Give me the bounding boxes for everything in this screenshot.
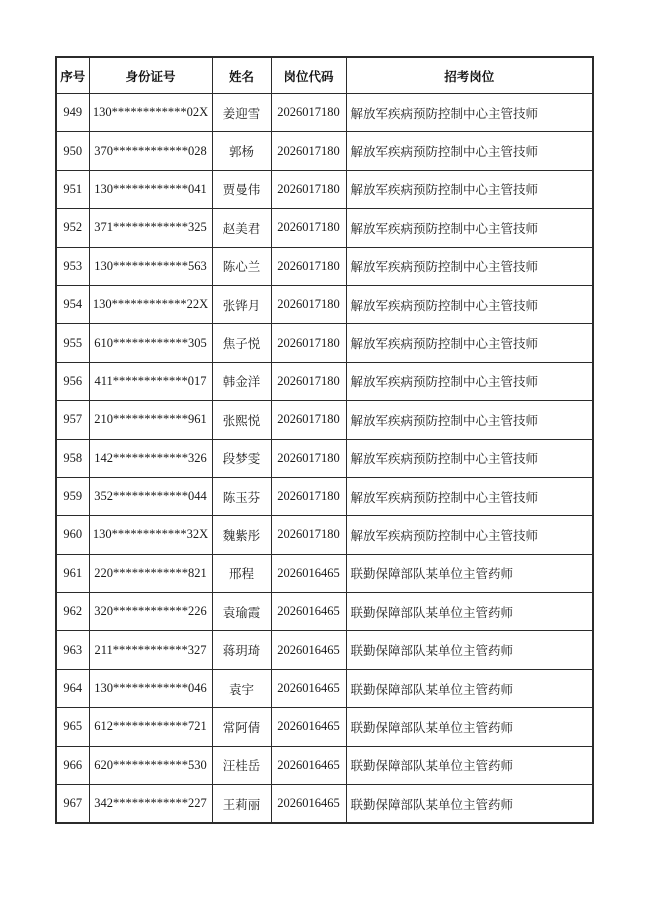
cell-name: 郭杨 xyxy=(212,132,271,170)
column-header-name: 姓名 xyxy=(212,57,271,94)
cell-serial: 966 xyxy=(56,746,89,784)
cell-name: 陈心兰 xyxy=(212,247,271,285)
cell-job-code: 2026017180 xyxy=(271,170,346,208)
table-row xyxy=(56,401,593,439)
cell-serial: 949 xyxy=(56,94,89,132)
cell-serial: 962 xyxy=(56,593,89,631)
cell-name: 姜迎雪 xyxy=(212,94,271,132)
cell-id-number: 211************327 xyxy=(89,631,212,669)
cell-job-title: 解放军疾病预防控制中心主管技师 xyxy=(346,324,593,362)
cell-job-title: 解放军疾病预防控制中心主管技师 xyxy=(346,516,593,554)
cell-job-title: 解放军疾病预防控制中心主管技师 xyxy=(346,94,593,132)
cell-name: 张铧月 xyxy=(212,285,271,323)
column-header-job-title: 招考岗位 xyxy=(346,57,593,94)
cell-serial: 963 xyxy=(56,631,89,669)
cell-serial: 954 xyxy=(56,285,89,323)
cell-name: 邢程 xyxy=(212,554,271,592)
table-row xyxy=(56,439,593,477)
column-header-job-code: 岗位代码 xyxy=(271,57,346,94)
cell-name: 韩金洋 xyxy=(212,362,271,400)
cell-id-number: 342************227 xyxy=(89,785,212,824)
cell-id-number: 610************305 xyxy=(89,324,212,362)
cell-name: 赵美君 xyxy=(212,209,271,247)
cell-serial: 967 xyxy=(56,785,89,824)
cell-name: 段梦雯 xyxy=(212,439,271,477)
table-row xyxy=(56,285,593,323)
table-row xyxy=(56,132,593,170)
cell-job-title: 解放军疾病预防控制中心主管技师 xyxy=(346,132,593,170)
cell-job-title: 解放军疾病预防控制中心主管技师 xyxy=(346,362,593,400)
cell-name: 汪桂岳 xyxy=(212,746,271,784)
cell-job-code: 2026017180 xyxy=(271,362,346,400)
table-row xyxy=(56,669,593,707)
cell-job-title: 联勤保障部队某单位主管药师 xyxy=(346,554,593,592)
cell-serial: 957 xyxy=(56,401,89,439)
cell-id-number: 130************32X xyxy=(89,516,212,554)
cell-serial: 959 xyxy=(56,477,89,515)
cell-job-title: 解放军疾病预防控制中心主管技师 xyxy=(346,285,593,323)
cell-id-number: 370************028 xyxy=(89,132,212,170)
cell-id-number: 612************721 xyxy=(89,708,212,746)
cell-serial: 965 xyxy=(56,708,89,746)
cell-id-number: 130************046 xyxy=(89,669,212,707)
cell-id-number: 220************821 xyxy=(89,554,212,592)
cell-job-code: 2026016465 xyxy=(271,708,346,746)
table-row xyxy=(56,94,593,132)
cell-serial: 953 xyxy=(56,247,89,285)
cell-job-title: 联勤保障部队某单位主管药师 xyxy=(346,593,593,631)
cell-job-code: 2026017180 xyxy=(271,477,346,515)
cell-name: 袁瑜霞 xyxy=(212,593,271,631)
cell-job-code: 2026016465 xyxy=(271,669,346,707)
cell-name: 贾曼伟 xyxy=(212,170,271,208)
cell-name: 蒋玥琦 xyxy=(212,631,271,669)
table-row xyxy=(56,477,593,515)
cell-id-number: 130************563 xyxy=(89,247,212,285)
cell-job-title: 联勤保障部队某单位主管药师 xyxy=(346,631,593,669)
cell-job-title: 解放军疾病预防控制中心主管技师 xyxy=(346,170,593,208)
cell-job-code: 2026016465 xyxy=(271,785,346,824)
table-row xyxy=(56,247,593,285)
cell-job-title: 联勤保障部队某单位主管药师 xyxy=(346,669,593,707)
cell-name: 陈玉芬 xyxy=(212,477,271,515)
cell-id-number: 130************22X xyxy=(89,285,212,323)
recruitment-results-table xyxy=(55,56,594,824)
cell-job-code: 2026016465 xyxy=(271,631,346,669)
cell-job-title: 联勤保障部队某单位主管药师 xyxy=(346,785,593,824)
table-row xyxy=(56,631,593,669)
cell-job-title: 解放军疾病预防控制中心主管技师 xyxy=(346,209,593,247)
cell-job-code: 2026017180 xyxy=(271,209,346,247)
cell-serial: 951 xyxy=(56,170,89,208)
table-row xyxy=(56,209,593,247)
cell-job-code: 2026017180 xyxy=(271,401,346,439)
cell-id-number: 210************961 xyxy=(89,401,212,439)
table-row xyxy=(56,516,593,554)
cell-id-number: 130************02X xyxy=(89,94,212,132)
cell-name: 张熙悦 xyxy=(212,401,271,439)
cell-job-code: 2026017180 xyxy=(271,516,346,554)
cell-job-code: 2026017180 xyxy=(271,247,346,285)
cell-job-code: 2026017180 xyxy=(271,324,346,362)
cell-job-code: 2026017180 xyxy=(271,285,346,323)
cell-id-number: 320************226 xyxy=(89,593,212,631)
cell-id-number: 142************326 xyxy=(89,439,212,477)
cell-job-code: 2026016465 xyxy=(271,746,346,784)
table-row xyxy=(56,324,593,362)
table-row xyxy=(56,746,593,784)
table-row xyxy=(56,554,593,592)
cell-id-number: 411************017 xyxy=(89,362,212,400)
table-row xyxy=(56,362,593,400)
cell-name: 袁宇 xyxy=(212,669,271,707)
cell-name: 魏紫彤 xyxy=(212,516,271,554)
cell-serial: 955 xyxy=(56,324,89,362)
cell-id-number: 371************325 xyxy=(89,209,212,247)
cell-id-number: 620************530 xyxy=(89,746,212,784)
cell-serial: 961 xyxy=(56,554,89,592)
table-header-row xyxy=(56,57,593,94)
table-row xyxy=(56,785,593,824)
cell-job-code: 2026017180 xyxy=(271,439,346,477)
table-row xyxy=(56,170,593,208)
cell-job-title: 联勤保障部队某单位主管药师 xyxy=(346,708,593,746)
cell-serial: 960 xyxy=(56,516,89,554)
table-body xyxy=(56,94,593,824)
cell-job-code: 2026017180 xyxy=(271,132,346,170)
cell-job-code: 2026016465 xyxy=(271,593,346,631)
cell-name: 焦子悦 xyxy=(212,324,271,362)
column-header-id-number: 身份证号 xyxy=(89,57,212,94)
cell-job-title: 解放军疾病预防控制中心主管技师 xyxy=(346,477,593,515)
table-row xyxy=(56,593,593,631)
cell-serial: 952 xyxy=(56,209,89,247)
cell-job-title: 联勤保障部队某单位主管药师 xyxy=(346,746,593,784)
cell-name: 王莉丽 xyxy=(212,785,271,824)
cell-serial: 958 xyxy=(56,439,89,477)
cell-id-number: 352************044 xyxy=(89,477,212,515)
cell-id-number: 130************041 xyxy=(89,170,212,208)
cell-serial: 964 xyxy=(56,669,89,707)
cell-serial: 956 xyxy=(56,362,89,400)
cell-job-code: 2026017180 xyxy=(271,94,346,132)
table-row xyxy=(56,708,593,746)
cell-job-title: 解放军疾病预防控制中心主管技师 xyxy=(346,439,593,477)
cell-serial: 950 xyxy=(56,132,89,170)
cell-job-title: 解放军疾病预防控制中心主管技师 xyxy=(346,401,593,439)
cell-name: 常阿倩 xyxy=(212,708,271,746)
cell-job-title: 解放军疾病预防控制中心主管技师 xyxy=(346,247,593,285)
cell-job-code: 2026016465 xyxy=(271,554,346,592)
column-header-serial: 序号 xyxy=(56,57,89,94)
